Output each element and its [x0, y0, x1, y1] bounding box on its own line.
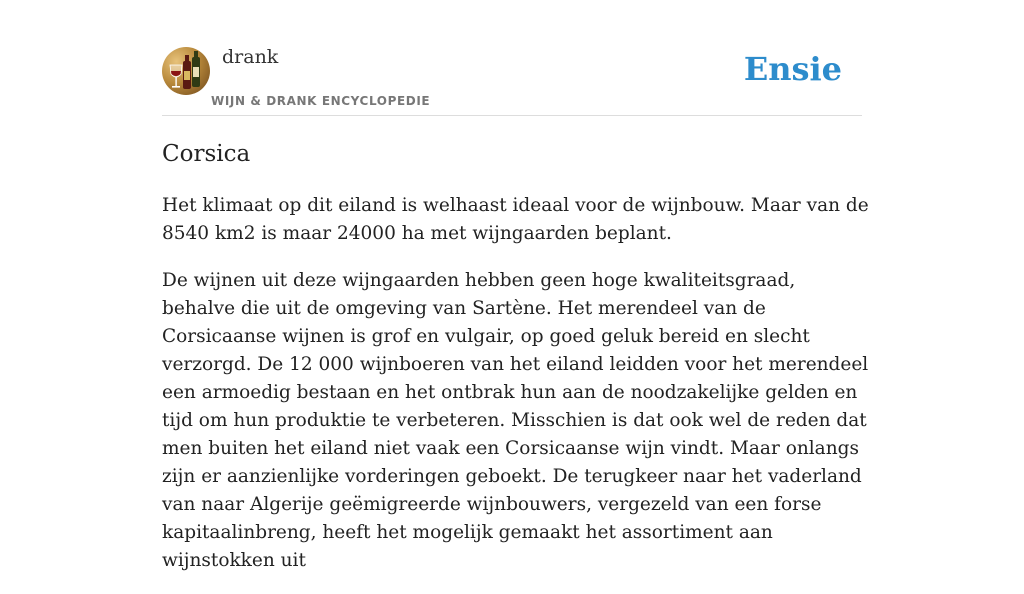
site-subtitle: WIJN & DRANK ENCYCLOPEDIE: [211, 94, 431, 108]
site-header: [162, 0, 862, 116]
page-title: Corsica: [162, 141, 251, 167]
brand-logo-link[interactable]: Ensie: [743, 50, 842, 88]
article-paragraph: De wijnen uit deze wijngaarden hebben geen hoge kwaliteitsgraad, behalve die uit de omgeving van Sartène. Het merendeel van de Corsicaanse wijnen is grof en vulgair, op goed geluk bereid en slecht verzorgd. De 12 000 wijnboeren van het eiland leidden voor het merendeel een armoedig bestaan en het ontbrak hun aan de noodzakelijke gelden en tijd om hun produktie te verbeteren. Misschien is dat ook wel de reden dat men buiten het eiland niet vaak een Corsicaanse wijn vindt. Maar onlangs zijn er aanzienlijke vorderingen geboekt. De terugkeer naar het vaderland van naar Algerije geëmigreerde wijnbouwers, vergezeld van een forse kapitaalinbreng, heeft het mogelijk gemaakt het assortiment aan wijnstokken uit: [162, 270, 869, 571]
wine-bottle-glass-icon[interactable]: [162, 47, 210, 95]
site-name-link[interactable]: drank: [222, 46, 279, 68]
article-paragraph: Het klimaat op dit eiland is welhaast ideaal voor de wijnbouw. Maar van de 8540 km2 is maar 24000 ha met wijngaarden beplant.: [162, 195, 869, 244]
article-body: [162, 192, 874, 594]
wine-illustration: [162, 47, 210, 95]
